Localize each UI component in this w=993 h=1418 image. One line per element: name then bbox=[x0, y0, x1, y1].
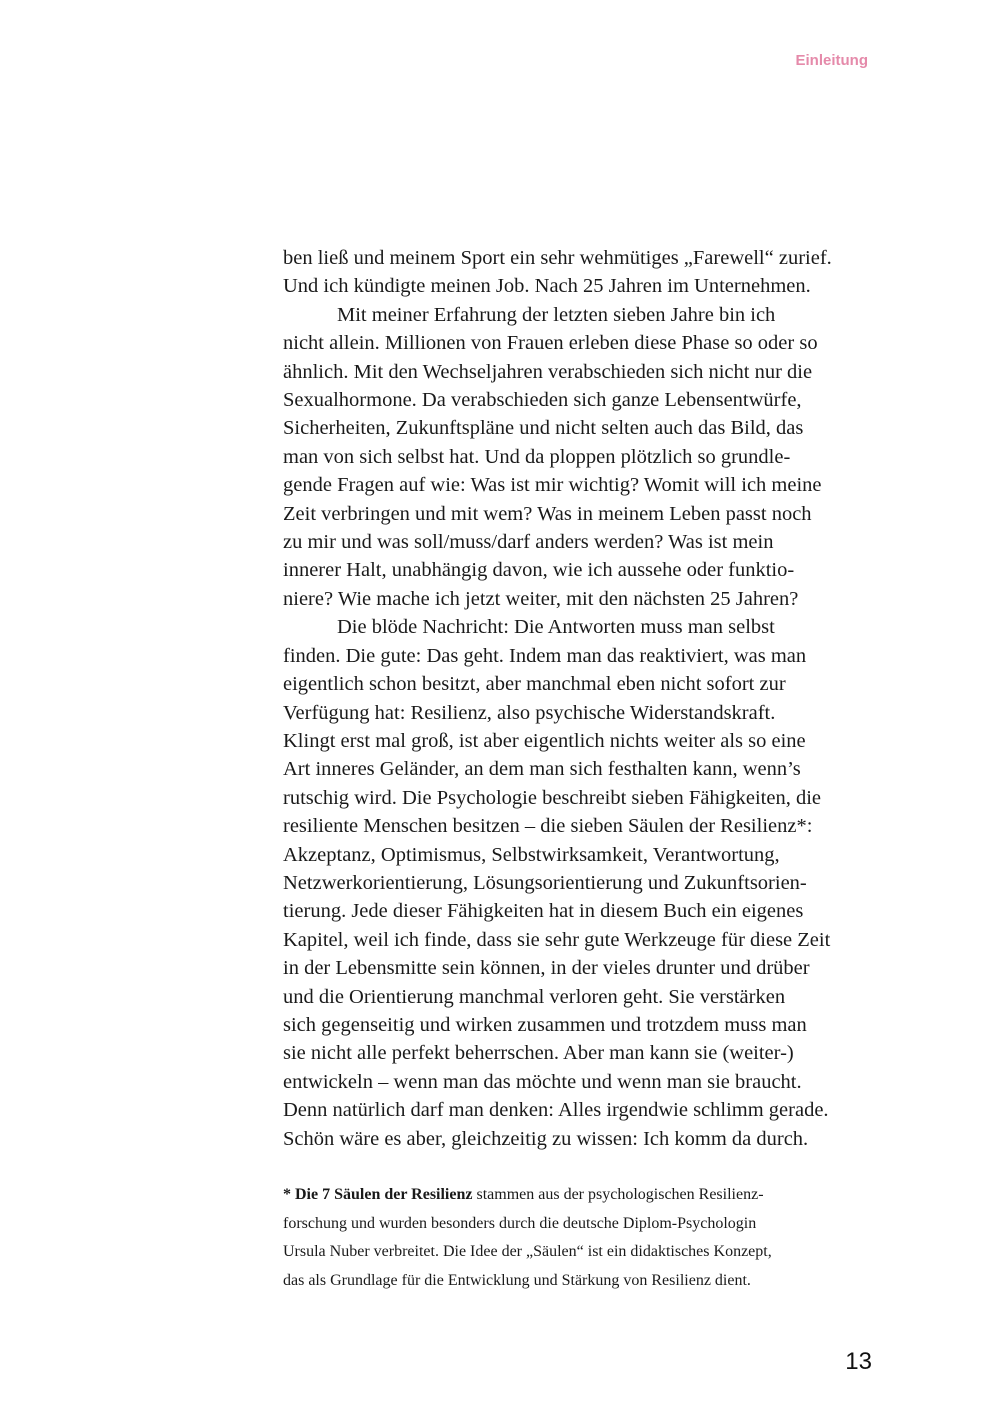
page-number: 13 bbox=[845, 1348, 872, 1375]
footnote-line-4: das als Grundlage für die Entwicklung und Stärkung von Resilienz dient. bbox=[283, 1271, 751, 1289]
body-line: Schön wäre es aber, gleichzeitig zu wissen: Ich komm da durch. bbox=[283, 1127, 809, 1150]
body-line: innerer Halt, unabhängig davon, wie ich aussehe oder funktio- bbox=[283, 559, 795, 582]
body-line: Mit meiner Erfahrung der letzten sieben Jahre bin ich bbox=[337, 303, 776, 326]
body-line: ähnlich. Mit den Wechseljahren verabschieden sich nicht nur die bbox=[283, 360, 813, 383]
body-line: eigentlich schon besitzt, aber manchmal eben nicht sofort zur bbox=[283, 673, 786, 696]
body-line: Und ich kündigte meinen Job. Nach 25 Jahren im Unternehmen. bbox=[283, 275, 811, 298]
footnote-title: * Die 7 Säulen der Resilienz bbox=[283, 1186, 473, 1203]
body-line: ben ließ und meinem Sport ein sehr wehmütiges „Farewell“ zurief. bbox=[283, 247, 832, 269]
body-line: gende Fragen auf wie: Was ist mir wichtig? Womit will ich meine bbox=[283, 474, 822, 497]
running-header: Einleitung bbox=[795, 52, 868, 69]
body-line: entwickeln – wenn man das möchte und wenn man sie braucht. bbox=[283, 1070, 802, 1093]
body-line: Die blöde Nachricht: Die Antworten muss man selbst bbox=[337, 616, 775, 639]
footnote bbox=[283, 1181, 883, 1295]
body-line: tierung. Jede dieser Fähigkeiten hat in diesem Buch ein eigenes bbox=[283, 900, 804, 923]
body-line: Sicherheiten, Zukunftspläne und nicht selten auch das Bild, das bbox=[283, 417, 804, 440]
body-line: Netzwerkorientierung, Lösungsorientierung und Zukunftsorien- bbox=[283, 871, 807, 894]
body-line: Klingt erst mal groß, ist aber eigentlich nichts weiter als so eine bbox=[283, 729, 806, 752]
body-line: resiliente Menschen besitzen – die sieben Säulen der Resilienz*: bbox=[283, 815, 813, 838]
body-line: Zeit verbringen und mit wem? Was in meinem Leben passt noch bbox=[283, 502, 812, 525]
footnote-line-2: forschung und wurden besonders durch die deutsche Diplom-Psychologin bbox=[283, 1214, 757, 1232]
body-text bbox=[283, 244, 883, 1153]
body-line: niere? Wie mache ich jetzt weiter, mit den nächsten 25 Jahren? bbox=[283, 587, 799, 610]
body-line: Sexualhormone. Da verabschieden sich ganze Lebensentwürfe, bbox=[283, 389, 802, 412]
body-line: Verfügung hat: Resilienz, also psychische Widerstandskraft. bbox=[283, 701, 776, 724]
body-line: zu mir und was soll/muss/darf anders werden? Was ist mein bbox=[283, 531, 774, 554]
body-line: in der Lebensmitte sein können, in der vieles drunter und drüber bbox=[283, 957, 810, 980]
footnote-line-3: Ursula Nuber verbreitet. Die Idee der „Säulen“ ist ein didaktisches Konzept, bbox=[283, 1243, 772, 1261]
body-line: Kapitel, weil ich finde, dass sie sehr gute Werkzeuge für diese Zeit bbox=[283, 928, 831, 951]
footnote-line-1 bbox=[283, 1181, 883, 1210]
footnote-line-1-rest: stammen aus der psychologischen Resilienz- bbox=[472, 1186, 764, 1203]
body-line: rutschig wird. Die Psychologie beschreibt sieben Fähigkeiten, die bbox=[283, 786, 822, 809]
body-line: sie nicht alle perfekt beherrschen. Aber man kann sie (weiter-) bbox=[283, 1042, 794, 1065]
body-line: sich gegenseitig und wirken zusammen und trotzdem muss man bbox=[283, 1013, 807, 1036]
body-line: finden. Die gute: Das geht. Indem man das reaktiviert, was man bbox=[283, 644, 807, 667]
body-line: Akzeptanz, Optimismus, Selbstwirksamkeit, Verantwortung, bbox=[283, 843, 780, 866]
body-line: Denn natürlich darf man denken: Alles irgendwie schlimm gerade. bbox=[283, 1099, 829, 1122]
body-line: und die Orientierung manchmal verloren geht. Sie verstärken bbox=[283, 985, 786, 1008]
body-line: Art inneres Geländer, an dem man sich festhalten kann, wenn’s bbox=[283, 758, 801, 781]
body-line: nicht allein. Millionen von Frauen erleben diese Phase so oder so bbox=[283, 332, 818, 355]
body-line: man von sich selbst hat. Und da ploppen plötzlich so grundle- bbox=[283, 445, 791, 468]
